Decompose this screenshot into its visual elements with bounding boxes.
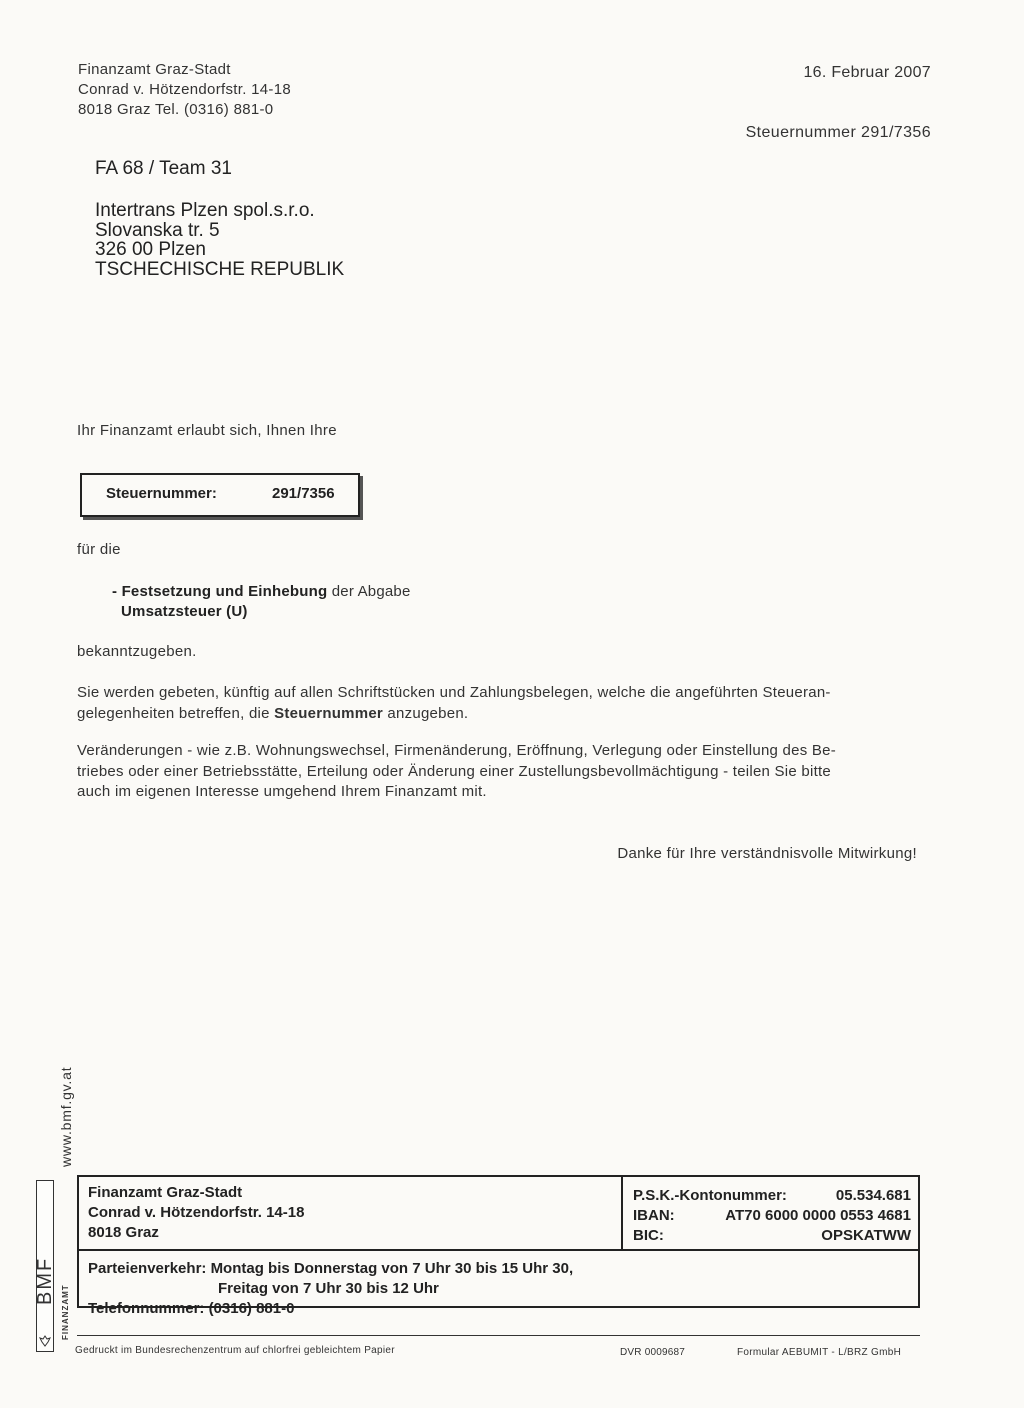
bic-value: OPSKATWW: [821, 1227, 911, 1244]
tax-number-value: 291/7356: [272, 485, 335, 502]
purpose-action-rest: der Abgabe: [327, 583, 411, 600]
sender-street: Conrad v. Hötzendorfstr. 14-18: [78, 81, 291, 98]
finanzamt-vertical-label: FINANZAMT: [61, 1284, 70, 1340]
footer-opening-hours: [88, 1259, 573, 1319]
sender-city-phone: 8018 Graz Tel. (0316) 881-0: [78, 101, 274, 118]
recipient-country: TSCHECHISCHE REPUBLIK: [95, 258, 345, 280]
tax-number-header: Steuernummer 291/7356: [745, 124, 931, 141]
tax-number-emphasis: Steuernummer: [274, 704, 384, 722]
paragraph-changes: [77, 741, 937, 803]
footer-office-name: Finanzamt Graz-Stadt: [88, 1184, 243, 1201]
thanks-text: Danke für Ihre verständnisvolle Mitwirkung!: [617, 845, 917, 862]
bmf-logo-text: BMF: [34, 1256, 56, 1305]
recipient-address: [95, 201, 344, 279]
paragraph-request: [77, 683, 937, 724]
paragraph-line: auch im eigenen Interesse umgehend Ihrem Finanzamt mit.: [77, 783, 487, 800]
footer-phone: Telefonnummer: (0316) 881-0: [88, 1300, 295, 1317]
psk-value: 05.534.681: [835, 1187, 911, 1204]
psk-label: P.S.K.-Kontonummer:: [633, 1187, 787, 1204]
iban-value: AT70 6000 0000 0553 4681: [725, 1207, 911, 1224]
recipient-street: Slovanska tr. 5: [95, 219, 220, 241]
hours-line: Parteienverkehr: Montag bis Donnerstag von 7 Uhr 30 bis 15 Uhr 30,: [88, 1260, 574, 1277]
footer-box: [77, 1175, 920, 1317]
iban-label: IBAN:: [633, 1207, 675, 1224]
website-url: www.bmf.gv.at: [58, 1066, 74, 1167]
for-the-text: für die: [77, 541, 121, 558]
footer-office-address: [88, 1183, 304, 1243]
paragraph-line: triebes oder einer Betriebsstätte, Erteilung oder Änderung einer Zustellungsbevollmächtigung - teilen Sie bitte: [77, 762, 832, 780]
paragraph-line: gelegenheiten betreffen, die: [77, 704, 275, 722]
purpose-block: [112, 582, 411, 622]
purpose-action: - Festsetzung und Einhebung: [112, 583, 328, 600]
recipient-name: Intertrans Plzen spol.s.r.o.: [95, 200, 315, 221]
footer-divider: [79, 1249, 918, 1251]
bic-label: BIC:: [633, 1227, 664, 1244]
recipient-city: 326 00 Plzen: [95, 239, 206, 260]
paragraph-line: Sie werden gebeten, künftig auf allen Schriftstücken und Zahlungsbelegen, welche die angeführten Steueran-: [77, 684, 831, 701]
tax-number-label: Steuernummer:: [106, 485, 217, 502]
tax-number-box: [80, 473, 360, 517]
paragraph-line: anzugeben.: [383, 704, 469, 722]
form-id: Formular AEBUMIT - L/BRZ GmbH: [737, 1347, 902, 1358]
footer-column-divider: [621, 1177, 623, 1249]
paragraph-line: Veränderungen - wie z.B. Wohnungswechsel, Firmenänderung, Eröffnung, Verlegung oder Einstellung des Be-: [77, 742, 836, 759]
eagle-emblem-icon: [39, 1335, 51, 1347]
intro-text: Ihr Finanzamt erlaubt sich, Ihnen Ihre: [77, 422, 337, 439]
hours-line: Freitag von 7 Uhr 30 bis 12 Uhr: [218, 1280, 439, 1297]
announce-text: bekanntzugeben.: [77, 643, 197, 660]
print-divider: [77, 1335, 920, 1336]
print-note: Gedruckt im Bundesrechenzentrum auf chlorfrei gebleichtem Papier: [75, 1345, 395, 1356]
team-reference: FA 68 / Team 31: [95, 158, 232, 179]
footer-office-city: 8018 Graz: [88, 1224, 159, 1241]
sender-address: [78, 60, 291, 120]
purpose-tax-type: Umsatzsteuer (U): [121, 603, 248, 620]
dvr-number: DVR 0009687: [620, 1347, 686, 1358]
footer-bank-details: [633, 1186, 911, 1246]
letter-date: 16. Februar 2007: [803, 64, 931, 81]
footer-office-street: Conrad v. Hötzendorfstr. 14-18: [88, 1204, 305, 1221]
sender-name: Finanzamt Graz-Stadt: [78, 61, 231, 78]
